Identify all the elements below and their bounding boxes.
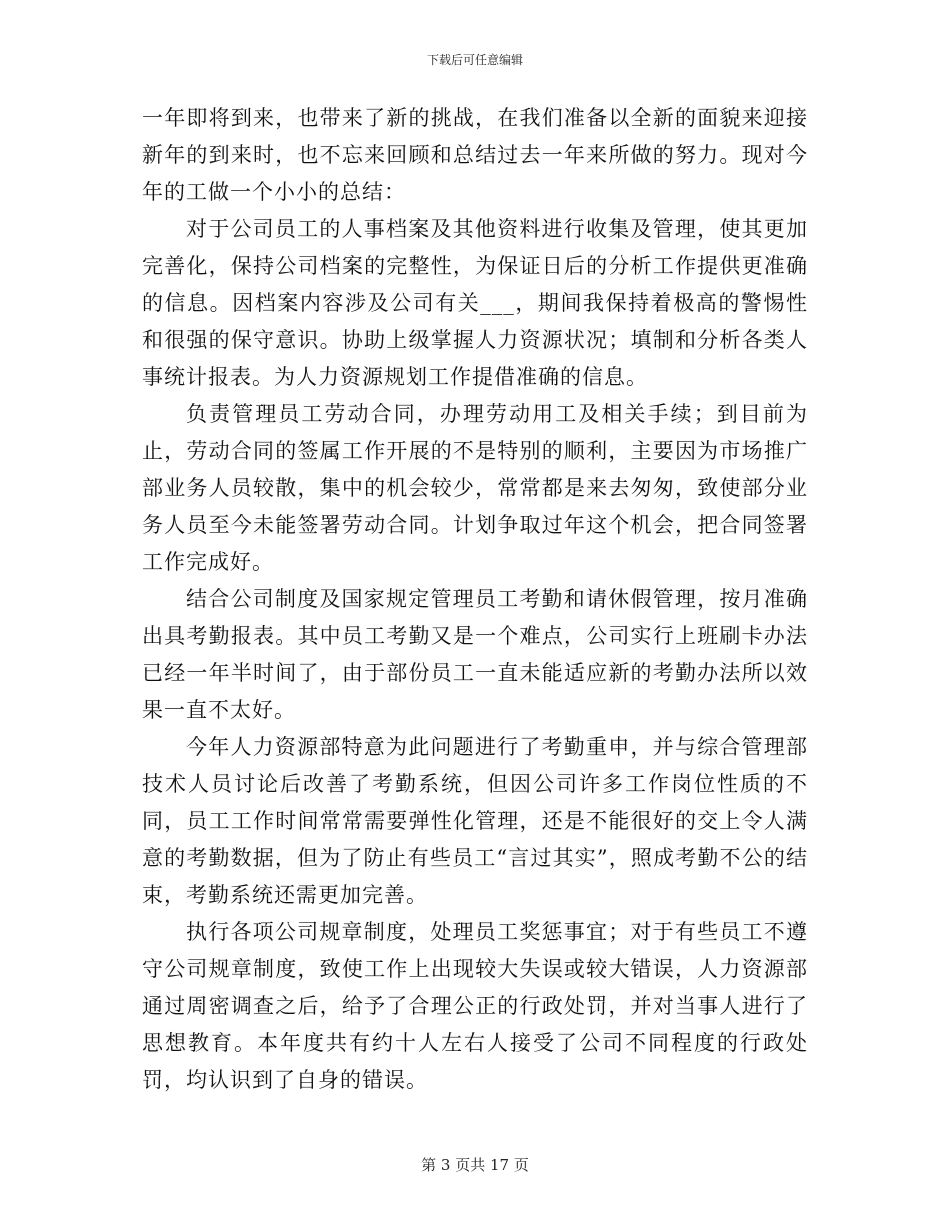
paragraph-intro: 一年即将到来，也带来了新的挑战，在我们准备以全新的面貌来迎接新年的到来时，也不忘来回顾和总结过去一年来所做的努力。现对今年的工做一个小小的总结：	[142, 106, 808, 204]
page-header: 下载后可任意编辑	[426, 53, 523, 67]
paragraph-attendance: 结合公司制度及国家规定管理员工考勤和请休假管理，按月准确出具考勤报表。其中员工考勤又是一个难点，公司实行上班刷卡办法已经一年半时间了，由于部份员工一直未能适应新的考勤办法所以效果一直不太好。	[142, 587, 808, 722]
paragraph-personnel-files: 对于公司员工的人事档案及其他资料进行收集及管理，使其更加完善化，保持公司档案的完整性，为保证日后的分析工作提供更准确的信息。因档案内容涉及公司有关___，期间我保持着极高的警惕性和很强的保守意识。协助上级掌握人力资源状况；填制和分析各类人事统计报表。为人力资源规划工作提借准确的信息。	[142, 217, 808, 389]
document-body	[142, 100, 808, 1099]
paragraph-rules-discipline: 执行各项公司规章制度，处理员工奖惩事宜；对于有些员工不遵守公司规章制度，致使工作上出现较大失误或较大错误，人力资源部通过周密调查之后，给予了合理公正的行政处罚，并对当事人进行了思想教育。本年度共有约十人左右人接受了公司不同程度的行政处罚，均认识到了自身的错误。	[142, 920, 808, 1092]
page-number: 第 3 页共 17 页	[421, 1156, 529, 1174]
paragraph-attendance-system: 今年人力资源部特意为此问题进行了考勤重申，并与综合管理部技术人员讨论后改善了考勤系统，但因公司许多工作岗位性质的不同，员工工作时间常常需要弹性化管理，还是不能很好的交上令人满意的考勤数据，但为了防止有些员工“言过其实”，照成考勤不公的结束，考勤系统还需更加完善。	[142, 735, 808, 907]
paragraph-labor-contracts: 负责管理员工劳动合同，办理劳动用工及相关手续；到目前为止，劳动合同的签属工作开展的不是特别的顺利，主要因为市场推广部业务人员较散，集中的机会较少，常常都是来去匆匆，致使部分业务人员至今未能签署劳动合同。计划争取过年这个机会，把合同签署工作完成好。	[142, 402, 808, 574]
